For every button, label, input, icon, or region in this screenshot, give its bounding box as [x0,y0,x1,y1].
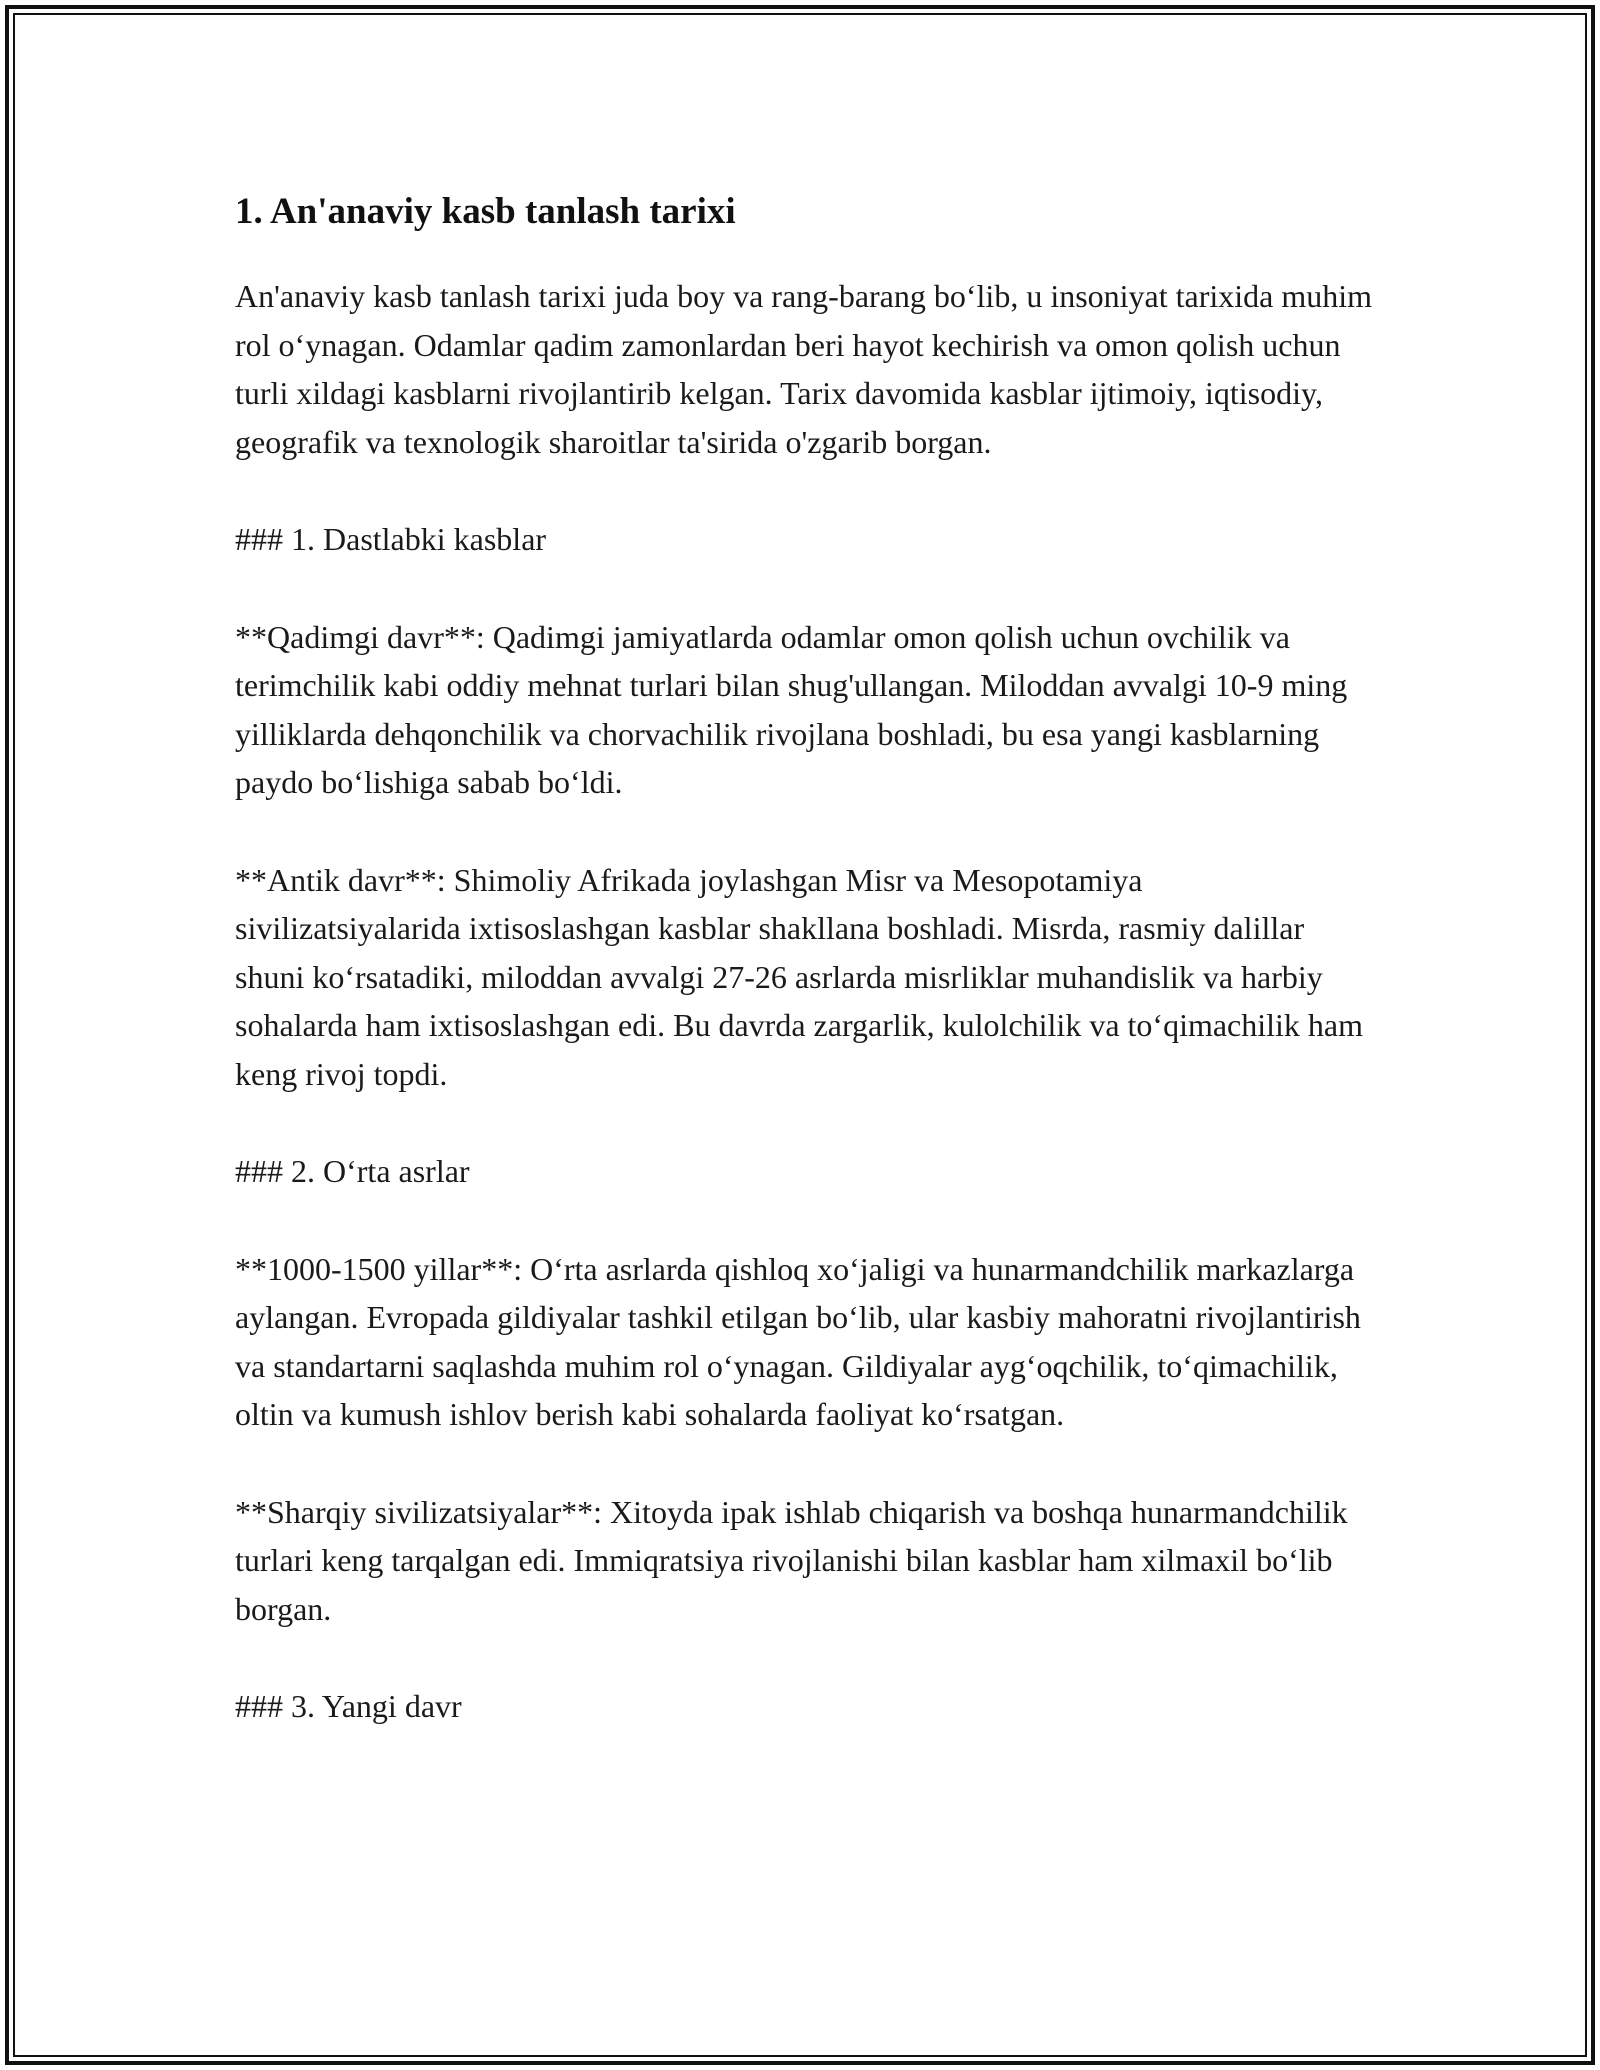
document-body [235,186,1375,1780]
section-heading-orta-asrlar: ### 2. O‘rta asrlar [235,1153,470,1189]
paragraph-antik-davr: **Antik davr**: Shimoliy Afrikada joylashgan Misr va Mesopotamiya sivilizatsiyalarida ixtisoslashgan kasblar shakllana boshladi. Misrda, rasmiy dalillar shuni ko‘rsatadiki, miloddan avvalgi 27-26 asrlarda misrliklar muhandislik va harbiy sohalarda ham ixtisoslashgan edi. Bu davrda zargarlik, kulolchilik va to‘qimachilik ham keng rivoj topdi. [235,861,1364,1092]
paragraph-sharqiy-sivilizatsiyalar: **Sharqiy sivilizatsiyalar**: Xitoyda ipak ishlab chiqarish va boshqa hunarmandchilik turlari keng tarqalgan edi. Immiqratsiya rivojlanishi bilan kasblar ham xilmaxil bo‘lib borgan. [235,1493,1348,1627]
paragraph-1000-1500-yillar: **1000-1500 yillar**: O‘rta asrlarda qishloq xo‘jaligi va hunarmandchilik markazlarga aylangan. Evropada gildiyalar tashkil etilgan bo‘lib, ular kasbiy mahoratni rivojlantirish va standartarni saqlashda muhim rol o‘ynagan. Gildiyalar ayg‘oqchilik, to‘qimachilik, oltin va kumush ishlov berish kabi sohalarda faoliyat ko‘rsatgan. [235,1250,1361,1432]
document-title: 1. An'anaviy kasb tanlash tarixi [235,191,736,232]
section-heading-yangi-davr: ### 3. Yangi davr [235,1688,462,1724]
section-heading-dastlabki-kasblar: ### 1. Dastlabki kasblar [235,521,547,557]
paragraph-qadimgi-davr: **Qadimgi davr**: Qadimgi jamiyatlarda odamlar omon qolish uchun ovchilik va terimchilik kabi oddiy mehnat turlari bilan shug'ullangan. Miloddan avvalgi 10-9 ming yilliklarda dehqonchilik va chorvachilik rivojlana boshladi, bu esa yangi kasblarning paydo bo‘lishiga sabab bo‘ldi. [235,618,1348,800]
paragraph-intro: An'anaviy kasb tanlash tarixi juda boy va rang-barang bo‘lib, u insoniyat tarixida muhim rol o‘ynagan. Odamlar qadim zamonlardan beri hayot kechirish va omon qolish uchun turli xildagi kasblarni rivojlantirib kelgan. Tarix davomida kasblar ijtimoiy, iqtisodiy, geografik va texnologik sharoitlar ta'sirida o'zgarib borgan. [235,278,1373,460]
